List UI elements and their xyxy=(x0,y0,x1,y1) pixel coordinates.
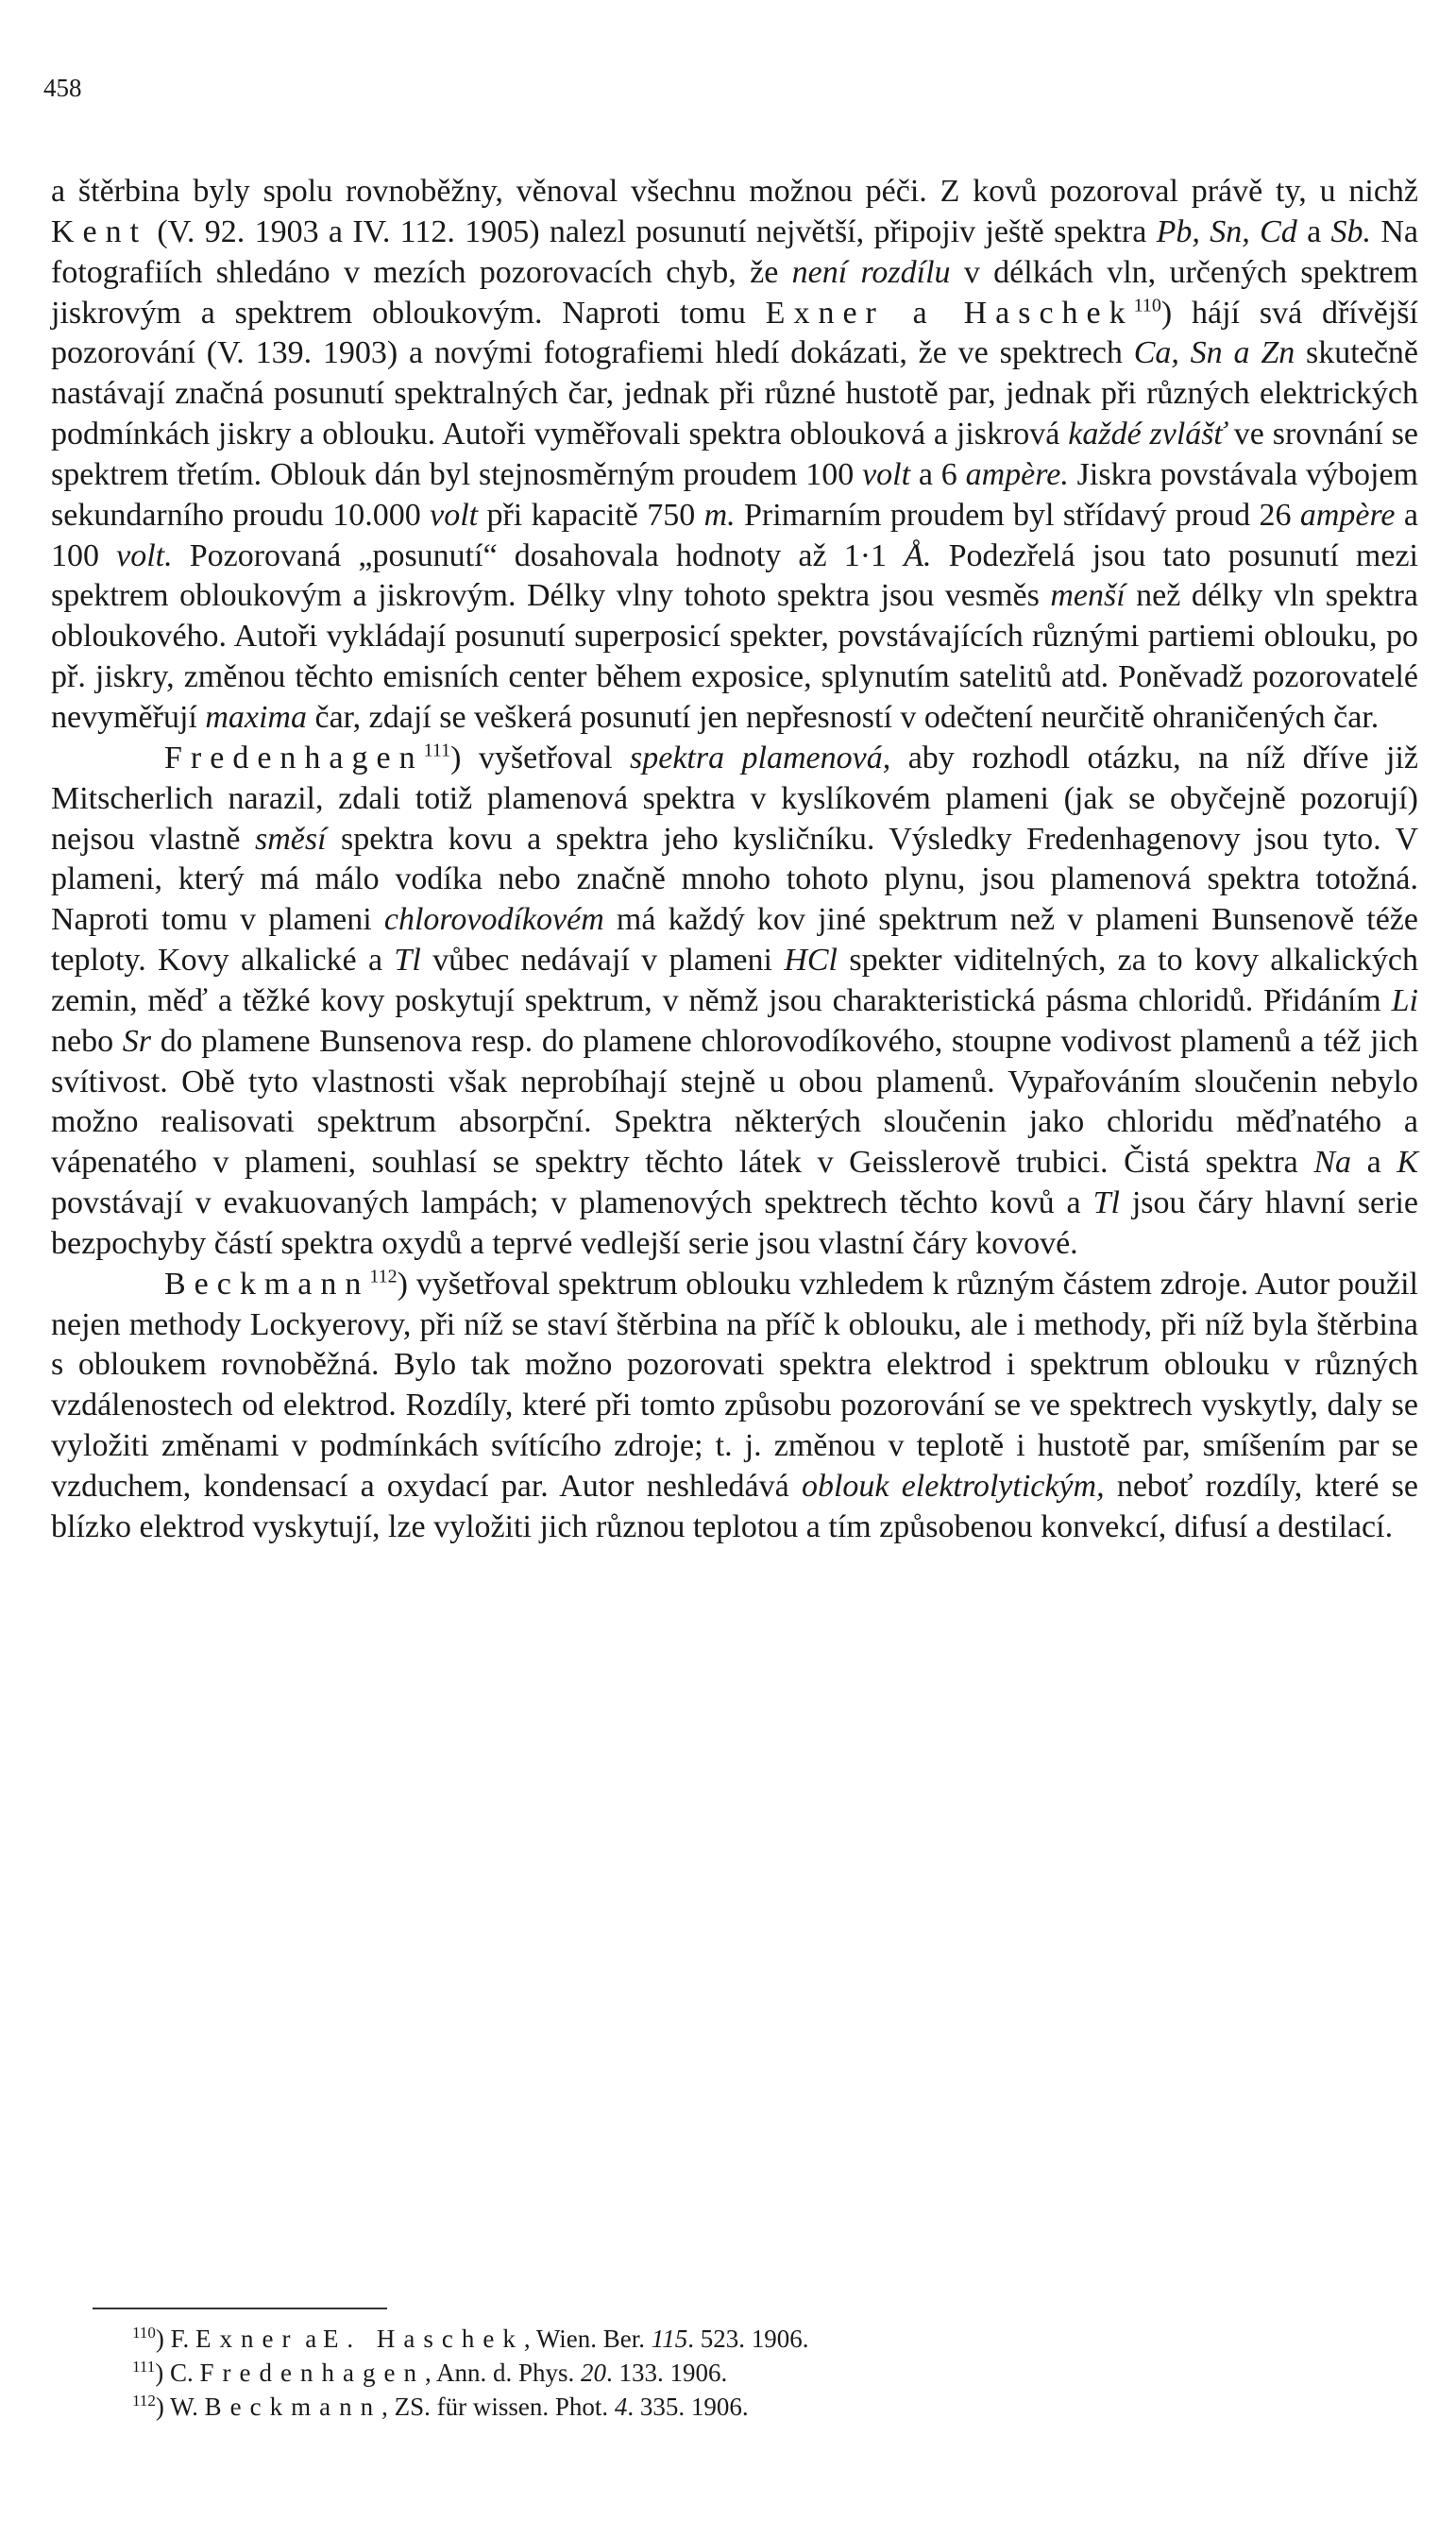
text-run: ) vyšetřoval spektrum oblouku vzhledem k různým částem zdroje. Autor použil nejen methody Lockyerovy, při níž se staví štěrbina na příč k oblouku, ale i methody, při níž byla štěrbina s obloukem rovnoběžná. Bylo tak možno pozorovati spektra elektrod i spektrum oblouku v různých vzdálenostech od elektrod. Rozdíly, které při tomto způsobu pozorování se ve spektrech vyskytly, daly se vyložiti změnami v podmínkách svítícího zdroje; t. j. změnou v teplotě i hustotě par, smíšením par se vzduchem, kondensací a oxydací par. Autor neshledává xyxy=(51,1266,1418,1504)
italic-text: volt. xyxy=(116,537,173,573)
footnote-divider xyxy=(93,2308,387,2309)
author-name: Fredenhagen xyxy=(164,740,424,775)
italic-text: chlorovodíkovém xyxy=(383,902,604,938)
italic-text: m. xyxy=(703,497,736,533)
text-run: . 523. 1906. xyxy=(687,2325,809,2353)
italic-text: Li xyxy=(1391,982,1418,1018)
italic-text: 20 xyxy=(581,2359,606,2387)
text-run: v délkách vln, určených spektrem jiskrovým a spektrem obloukovým. Naproti tomu xyxy=(51,254,1419,331)
italic-text: volt xyxy=(430,497,479,533)
text-run: a 100 xyxy=(51,497,1418,573)
italic-text: každé zvlášť xyxy=(1068,417,1226,452)
main-text xyxy=(51,172,1418,1548)
text-run: . 335. 1906. xyxy=(627,2393,749,2421)
author-name: Kent xyxy=(51,213,148,249)
text-run: ) C. xyxy=(155,2359,200,2387)
text-run: do plamene Bunsenova resp. do plamene chlorovodíkového, stoupne vodivost plamenů a též jich svítivost. Obě tyto vlastnosti však neprobíhají stejně u obou plamenů. Vypařováním sloučenin nebylo možno realisovati spektrum absorpční. Spektra některých sloučenin jako chloridu měďnatého a vápenatého v plameni, souhlasí se spektry těchto látek v Geisslerově trubici. Čistá spektra xyxy=(51,1023,1418,1181)
text-run: jsou čáry hlavní serie bezpochyby částí spektra oxydů a teprvé vedlejší serie jsou vlastní čáry kovové. xyxy=(51,1185,1418,1261)
text-run: , ZS. für wissen. Phot. xyxy=(381,2393,615,2421)
text-run: a xyxy=(1296,213,1331,249)
italic-text: 115 xyxy=(651,2325,688,2353)
italic-text: ampère. xyxy=(965,456,1069,492)
text-run: ) F. xyxy=(155,2325,195,2353)
author-name: Beckmann xyxy=(204,2393,382,2421)
author-name: Exner xyxy=(195,2325,299,2353)
italic-text: ampère xyxy=(1299,497,1396,533)
italic-text: Tl xyxy=(1092,1185,1120,1221)
footnote-ref: 110 xyxy=(132,2324,156,2342)
italic-text: není rozdílu xyxy=(791,254,951,290)
italic-text: menší xyxy=(1050,578,1126,614)
text-run: než délky vln spektra obloukového. Autoři vykládají posunutí superposicí spekter, povstávajících různými partiemi oblouku, po př. jiskry, změnou těchto emisních center během exposice, splynutím satelitů atd. Poněvadž pozorovatelé nevyměřují xyxy=(51,578,1418,735)
italic-text: Sb. xyxy=(1330,213,1372,249)
footnote xyxy=(132,2322,1265,2356)
text-run: a xyxy=(1351,1145,1397,1181)
author-name: E. Haschek xyxy=(322,2325,524,2353)
italic-text: maxima xyxy=(205,699,307,735)
page-number: 458 xyxy=(43,74,82,102)
author-name: Beckmann xyxy=(164,1266,370,1302)
text-run: Primarním proudem byl střídavý proud 26 xyxy=(735,497,1300,533)
text-run: povstávají v evakuovaných lampách; v plamenových spektrech těchto kovů a xyxy=(51,1185,1093,1221)
text-run: Podezřelá jsou tato posunutí mezi spektrem obloukovým a jiskrovým. Délky vlny tohoto spektra jsou vesměs xyxy=(51,537,1418,614)
text-run: Jiskra povstávala výbojem sekundarního proudu 10.000 xyxy=(51,456,1418,533)
text-run: a štěrbina byly spolu rovnoběžny, věnoval všechnu možnou péči. Z kovů pozoroval právě ty, u nichž xyxy=(51,174,1418,209)
footnote-ref: 112 xyxy=(132,2392,156,2410)
italic-text: HCl xyxy=(784,943,838,979)
text-run: čar, zdají se veškerá posunutí jen nepřesností v odečtení neurčitě ohraničených čar. xyxy=(307,699,1380,735)
footnote xyxy=(132,2356,1265,2390)
text-run: a xyxy=(298,2325,323,2353)
text-run: Pozorovaná „posunutí“ dosahovala hodnoty až 1·1 xyxy=(172,537,905,573)
text-run: neboť rozdíly, které se blízko elektrod vyskytují, lze vyložiti jich různou teplotou a tím způsobenou konvekcí, difusí a destilací. xyxy=(51,1469,1418,1544)
paragraph xyxy=(51,739,1418,1265)
text-run: spektra kovu a spektra jeho kysličníku. Výsledky Fredenhagenovy jsou tyto. V plameni, který má málo vodíka nebo značně mnoho tohoto plynu, jsou plamenová spektra totožná. Naproti tomu v plameni xyxy=(51,821,1418,938)
text-run: aby rozhodl otázku, na níž dříve již Mitscherlich narazil, zdali totiž plamenová spektra v kyslíkovém plameni (jak se obyčejně pozorují) nejsou vlastně xyxy=(51,740,1418,857)
italic-text: Å. xyxy=(904,537,932,573)
italic-text: Na xyxy=(1313,1145,1352,1181)
text-run: skutečně nastávají značná posunutí spektralných čar, jednak při různé hustotě par, jednak při různých elektrických podmínkách jiskry a oblouku. Autoři vyměřovali spektra oblouková a jiskrová xyxy=(51,335,1419,452)
italic-text: 4 xyxy=(614,2393,628,2421)
text-run: a 6 xyxy=(910,456,966,492)
footnote-ref: 111 xyxy=(132,2358,156,2376)
italic-text: K xyxy=(1397,1145,1419,1181)
text-run: ) hájí svá dřívější pozorování (V. 139. 1903) a novými fotografiemi hledí dokázati, že ve spektrech xyxy=(51,295,1418,371)
text-run: ) W. xyxy=(155,2393,205,2421)
italic-text: Ca, Sn a Zn xyxy=(1133,335,1295,371)
paragraph xyxy=(51,172,1418,739)
text-run: spekter viditelných, za to kovy alkalických zemin, měď a těžké kovy poskytují spektrum, v němž jsou charakteristická pásma chloridů. Přidáním xyxy=(51,943,1418,1018)
footnote-ref: 112 xyxy=(369,1266,398,1287)
text-run: (V. 92. 1903 a IV. 112. 1905) nalezl posunutí největší, připojiv ještě spektra xyxy=(147,213,1157,249)
text-run: při kapacitě 750 xyxy=(478,497,704,533)
footnote-ref: 111 xyxy=(423,740,451,761)
italic-text: volt xyxy=(862,456,911,492)
footnote xyxy=(132,2390,1265,2424)
text-run: vůbec nedávají v plameni xyxy=(420,943,785,979)
footnotes xyxy=(132,2322,1265,2424)
italic-text: Pb, Sn, Cd xyxy=(1156,213,1297,249)
text-run: , Ann. d. Phys. xyxy=(424,2359,581,2387)
text-run: Na fotografiích shledáno v mezích pozorovacích chyb, že xyxy=(51,213,1418,290)
italic-text: směsí xyxy=(254,821,327,857)
italic-text: Tl xyxy=(394,943,421,979)
paragraph xyxy=(51,1265,1418,1548)
text-run: , Wien. Ber. xyxy=(523,2325,652,2353)
text-run: . 133. 1906. xyxy=(606,2359,728,2387)
author-name: Exner a Haschek xyxy=(765,295,1134,331)
author-name: Fredenhagen xyxy=(199,2359,425,2387)
text-run: ve srovnání se spektrem třetím. Oblouk dán byl stejnosměrným proudem 100 xyxy=(51,417,1419,492)
italic-text: oblouk elektrolytickým, xyxy=(801,1469,1105,1504)
text-run: ) vyšetřoval xyxy=(450,740,630,775)
italic-text: Sr xyxy=(122,1023,152,1059)
footnote-ref: 110 xyxy=(1133,295,1161,316)
text-run: má každý kov jiné spektrum než v plameni Bunsenově téže teploty. Kovy alkalické a xyxy=(51,902,1418,979)
text-run: nebo xyxy=(51,1023,123,1059)
italic-text: spektra plamenová, xyxy=(630,740,891,775)
